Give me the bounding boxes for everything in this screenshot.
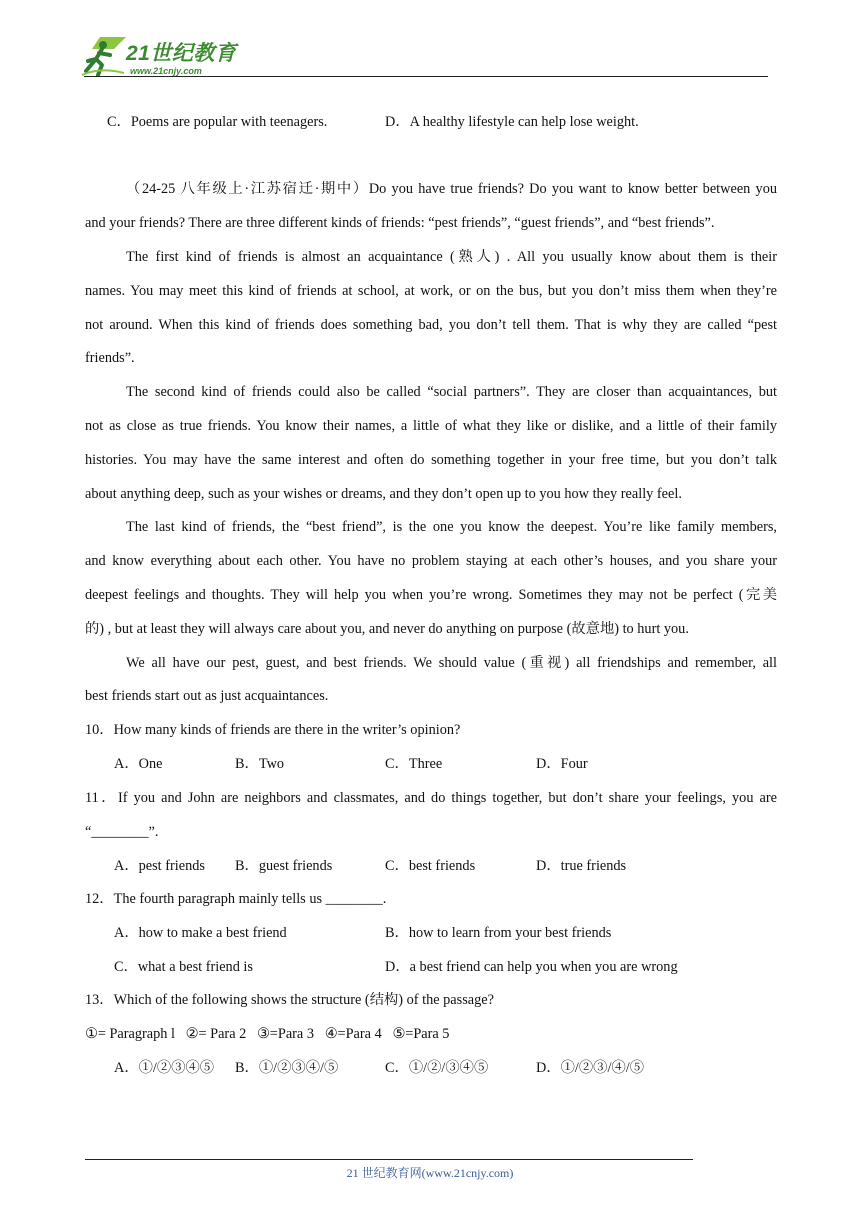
paragraph-4-line-2: best friends start out as just acquaintances. [85,688,329,704]
question-12-option-c[interactable]: C．what a best friend is [114,959,253,975]
question-13-option-a[interactable]: A．①/②③④⑤ [114,1060,215,1076]
question-10-option-d[interactable]: D．Four [536,756,588,772]
paragraph-2-line-4: about anything deep, such as your wishes or dreams, and they don’t open up to you how they really feel. [85,486,682,502]
question-13-key: ①= Paragraph l ②= Para 2 ③=Para 3 ④=Para 4 ⑤=Para 5 [85,1026,450,1042]
question-11-option-d[interactable]: D．true friends [536,858,627,874]
question-11-option-a[interactable]: A．pest friends [114,858,205,874]
footer-link[interactable]: 21 世纪教育网(www.21cnjy.com) [346,1166,514,1180]
question-13-option-c[interactable]: C．①/②/③④⑤ [385,1060,489,1076]
paragraph-2-line-2: not as close as true friends. You know their names, a little of what they like or dislike, and a little of their family [85,418,777,434]
question-13-stem: 13．Which of the following shows the structure (结构) of the passage? [85,992,494,1008]
question-11-option-b[interactable]: B．guest friends [235,858,333,874]
question-12-option-b[interactable]: B．how to learn from your best friends [385,925,612,941]
paragraph-3-line-2: and know everything about each other. You have no problem staying at each other’s houses, and you share your [85,553,777,569]
question-12-option-a[interactable]: A．how to make a best friend [114,925,287,941]
question-13-option-d[interactable]: D．①/②③/④/⑤ [536,1060,645,1076]
paragraph-3-line-3: deepest feelings and thoughts. They will help you when you’re wrong. Sometimes they may not be perfect (完美 [85,587,777,603]
paragraph-3-line-4: 的) , but at least they will always care about you, and never do anything on purpose (故意地) to hurt you. [85,621,689,637]
runner-logo-icon [80,35,130,79]
prev-option-c: C．Poems are popular with teenagers. [107,114,328,130]
passage-intro-line-1: （24-25 八年级上·江苏宿迁·期中）Do you have true friends? Do you want to know better between you [126,181,777,197]
question-11-stem: 11．If you and John are neighbors and classmates, and do things together, but don’t share your feelings, you are [85,790,777,806]
paragraph-1-line-3: not around. When this kind of friends does something bad, you don’t tell them. That is why they are called “pest [85,317,777,333]
paragraph-2-line-3: histories. You may have the same interest and often do something together in your free time, but you don’t talk [85,452,777,468]
question-13-option-b[interactable]: B．①/②③④/⑤ [235,1060,339,1076]
question-10-option-b[interactable]: B．Two [235,756,285,772]
passage-intro-line-2: and your friends? There are three different kinds of friends: “pest friends”, “guest friends”, and “best friends”. [85,215,715,231]
question-12-stem: 12．The fourth paragraph mainly tells us ________. [85,891,387,907]
question-10-stem: 10．How many kinds of friends are there in the writer’s opinion? [85,722,461,738]
header-divider [84,76,768,77]
question-10-option-c[interactable]: C．Three [385,756,443,772]
question-11-stem-blank: “________”. [85,824,159,840]
question-11-option-c[interactable]: C．best friends [385,858,476,874]
question-10-option-a[interactable]: A．One [114,756,163,772]
paragraph-1-line-2: names. You may meet this kind of friends at school, at work, or on the bus, but you don’t miss them when they’re [85,283,777,299]
paragraph-4-line-1: We all have our pest, guest, and best friends. We should value (重视) all friendships and remember, all [126,655,777,671]
site-logo[interactable] [80,35,250,79]
logo-text: 21世纪教育 [126,42,237,65]
paragraph-1-line-1: The first kind of friends is almost an acquaintance (熟人) . All you usually know about them is their [126,249,777,265]
paragraph-2-line-1: The second kind of friends could also be called “social partners”. They are closer than acquaintances, but [126,384,777,400]
logo-url: www.21cnjy.com [130,66,202,76]
paragraph-1-line-4: friends”. [85,350,135,366]
question-12-option-d[interactable]: D．a best friend can help you when you are wrong [385,959,678,975]
footer-divider [85,1159,693,1160]
paragraph-3-line-1: The last kind of friends, the “best friend”, is the one you know the deepest. You’re like family members, [126,519,777,535]
prev-option-d: D．A healthy lifestyle can help lose weight. [385,114,639,130]
